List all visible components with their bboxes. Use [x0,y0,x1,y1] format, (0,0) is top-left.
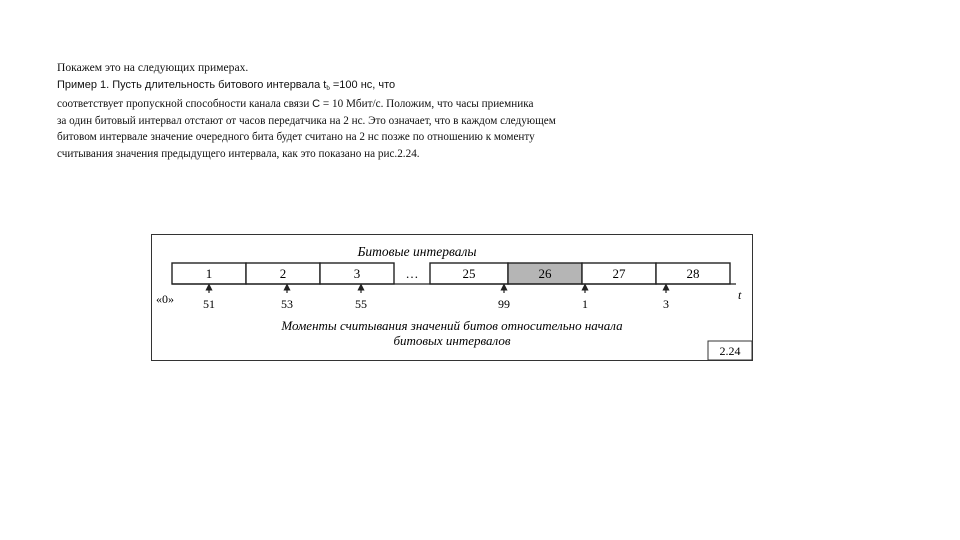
bit-cell-label: 2 [279,266,287,281]
figure-svg [152,235,752,360]
bit-cell-label: 27 [612,266,626,281]
bit-interval-cells [172,263,736,284]
text-line-1: Покажем это на следующих примерах. [57,61,249,74]
read-arrow-label: 53 [281,297,293,311]
caption-line-2: битовых интервалов [393,333,511,348]
bit-cell-label: 25 [462,266,476,281]
text-line-6: считывания значения предыдущего интервала, как это показано на рис.2.24. [57,147,420,160]
text-line-2-end: =100 нс, что [329,78,396,91]
bit-cell-label: 26 [538,266,552,281]
example-label: Пример 1. [57,78,110,91]
capacity-symbol: С [312,98,321,111]
read-arrow-label: 3 [663,297,669,311]
ellipsis-label: … [405,266,419,281]
axis-label-t: t [738,288,742,302]
figure-bit-intervals [151,234,753,361]
figure-number: 2.24 [719,344,741,358]
text-line-3 [57,96,717,113]
read-moment-arrows [203,287,669,311]
text-line-2-body: Пусть длительность битового интервала t [109,78,327,91]
read-arrow-label: 99 [498,297,510,311]
read-arrow-label: 1 [582,297,588,311]
read-arrow-label: 55 [355,297,367,311]
bit-cell-label: 28 [686,266,700,281]
text-line-2 [57,77,717,97]
text-line-5: битовом интервале значение очередного бита будет считано на 2 нс позже по отношению к моменту [57,131,535,144]
figure-title: Битовые интервалы [357,244,477,259]
bit-cell-label: 3 [353,266,361,281]
caption-line-1: Моменты считывания значений битов относительно начала [281,318,623,333]
text-line-4: за один битовый интервал отстают от часов передатчика на 2 нс. Это означает, что в каждом следующем [57,114,556,127]
read-arrow-label: 51 [203,297,215,311]
text-line-3-a: соответствует пропускной способности канала связи [57,98,313,111]
text-line-3-c: = 10 Мбит/с. Положим, что часы приемника [320,98,534,111]
subscript-b: b [326,83,330,92]
zero-label: «0» [156,292,174,306]
bit-cell-label: 1 [205,266,213,281]
text-block [57,60,717,163]
